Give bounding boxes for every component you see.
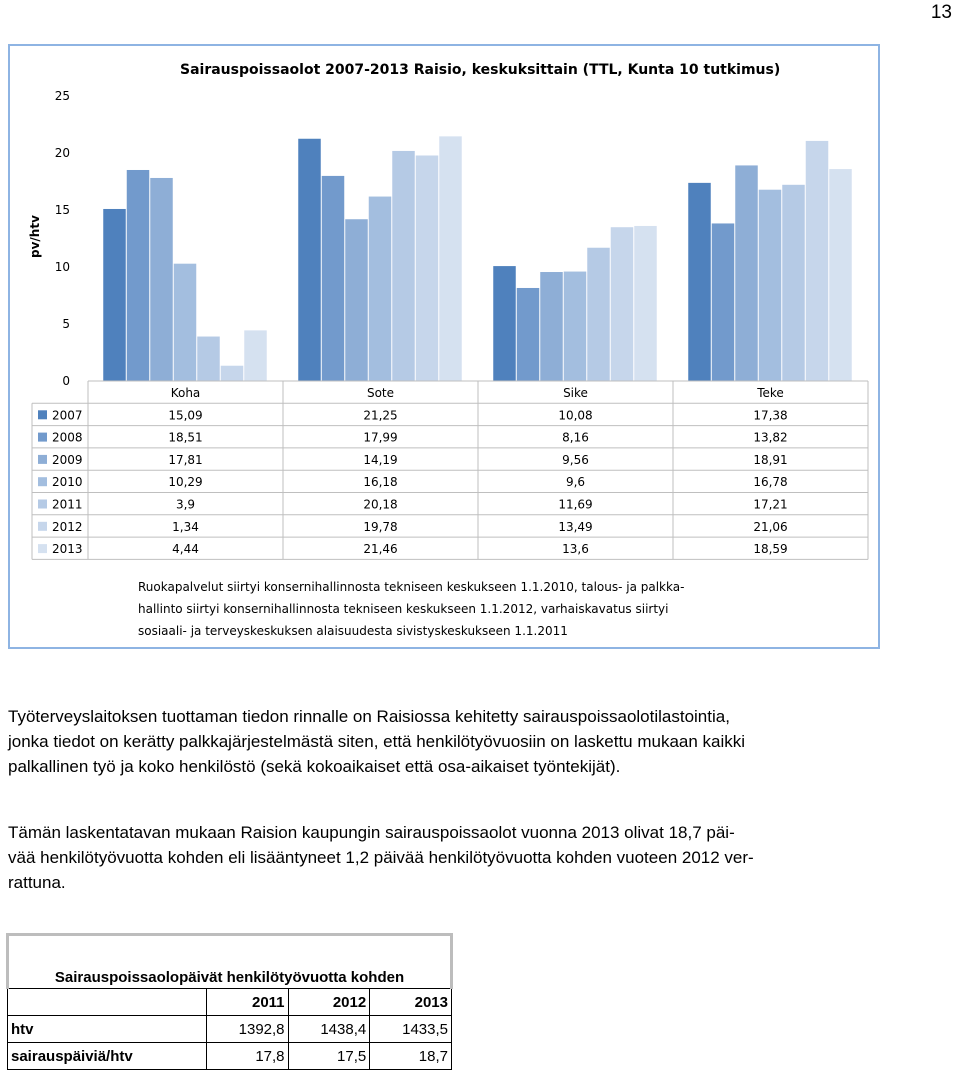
- bar: [782, 185, 805, 381]
- table-cell: 1433,5: [370, 1016, 452, 1043]
- y-tick-label: 25: [54, 89, 70, 103]
- paragraph-line: palkallinen työ ja koko henkilöstö (sekä kokoaikaiset että osa-aikaiset työntekijät).: [8, 757, 621, 776]
- data-label: 19,78: [363, 519, 398, 534]
- legend-swatch: [38, 500, 47, 509]
- data-label: 18,51: [168, 430, 203, 445]
- summary-table-title: Sairauspoissaolopäivät henkilötyövuotta kohden: [8, 935, 452, 989]
- table-header-cell: 2013: [370, 989, 452, 1016]
- data-label: 11,69: [558, 497, 593, 512]
- paragraph-line: vää henkilötyövuotta kohden eli lisääntyneet 1,2 päivää henkilötyövuotta kohden vuoteen 2012 ver-: [8, 848, 754, 867]
- data-label: 10,08: [558, 408, 593, 423]
- table-cell: 18,7: [370, 1043, 452, 1070]
- data-label: 13,49: [558, 519, 593, 534]
- legend-label: 2010: [52, 475, 83, 490]
- bar: [150, 178, 173, 381]
- bar: [493, 266, 516, 381]
- data-label: 9,56: [562, 452, 589, 467]
- y-tick-label: 15: [54, 203, 70, 217]
- data-label: 9,6: [565, 475, 586, 490]
- bar: [829, 169, 852, 381]
- y-tick-label: 20: [54, 146, 70, 160]
- bar: [439, 136, 462, 381]
- bar: [712, 223, 735, 381]
- bar: [759, 190, 782, 381]
- table-row-label: sairauspäiviä/htv: [8, 1043, 207, 1070]
- data-label: 17,81: [168, 452, 203, 467]
- bar: [174, 264, 197, 381]
- legend-swatch: [38, 410, 47, 419]
- y-axis-label: pv/htv: [28, 215, 42, 258]
- table-header-cell: 2012: [288, 989, 370, 1016]
- legend-label: 2013: [52, 542, 83, 557]
- bar: [345, 219, 368, 381]
- page-number: 13: [930, 2, 952, 23]
- bar: [369, 197, 392, 381]
- data-label: 15,09: [168, 408, 203, 423]
- data-label: 14,19: [363, 452, 398, 467]
- paragraph-intro: [8, 704, 956, 779]
- bar: [634, 226, 657, 381]
- data-label: 1,34: [172, 519, 199, 534]
- bar: [322, 176, 345, 381]
- category-label: Sike: [563, 386, 588, 400]
- legend-swatch: [38, 544, 47, 553]
- data-label: 8,16: [562, 430, 589, 445]
- y-tick-label: 10: [54, 260, 70, 274]
- data-label: 17,21: [753, 497, 788, 512]
- data-label: 13,6: [562, 542, 589, 557]
- paragraph-result: [8, 820, 956, 895]
- data-label: 16,18: [363, 475, 398, 490]
- data-label: 10,29: [168, 475, 203, 490]
- table-row: [8, 1043, 452, 1070]
- bar: [197, 337, 220, 381]
- summary-table: [6, 933, 453, 1070]
- category-label: Teke: [757, 386, 784, 400]
- legend-label: 2007: [52, 408, 83, 423]
- paragraph-line: Työterveyslaitoksen tuottaman tiedon rinnalle on Raisiossa kehitetty sairauspoissaolotilastointia,: [8, 707, 730, 726]
- data-label: 18,59: [753, 542, 788, 557]
- legend-swatch: [38, 477, 47, 486]
- bar: [392, 151, 415, 381]
- data-label: 20,18: [363, 497, 398, 512]
- chart-container: [8, 44, 880, 649]
- chart-note-line: Ruokapalvelut siirtyi konsernihallinnosta tekniseen keskukseen 1.1.2010, talous- ja palkka-: [138, 580, 685, 594]
- bar: [517, 288, 540, 381]
- bar: [735, 165, 758, 381]
- data-label: 13,82: [753, 430, 788, 445]
- chart-note-line: hallinto siirtyi konsernihallinnosta tekniseen keskukseen 1.1.2012, varhaiskavatus siirtyi: [138, 602, 669, 616]
- y-tick-label: 0: [62, 374, 70, 388]
- data-label: 17,99: [363, 430, 398, 445]
- legend-label: 2011: [52, 497, 83, 512]
- bar: [244, 330, 267, 381]
- bar: [611, 227, 634, 381]
- table-row-label: htv: [8, 1016, 207, 1043]
- table-cell: 1438,4: [288, 1016, 370, 1043]
- legend-swatch: [38, 522, 47, 531]
- bar: [806, 141, 829, 381]
- bar: [298, 139, 321, 381]
- y-tick-label: 5: [62, 317, 70, 331]
- bar: [103, 209, 126, 381]
- legend-label: 2008: [52, 430, 83, 445]
- legend-label: 2009: [52, 452, 83, 467]
- paragraph-line: jonka tiedot on kerätty palkkajärjestelmästä siten, että henkilötyövuosiin on laskettu mukaan kaikki: [8, 732, 746, 751]
- chart-title: Sairauspoissaolot 2007-2013 Raisio, keskuksittain (TTL, Kunta 10 tutkimus): [180, 62, 781, 78]
- bar: [688, 183, 711, 381]
- bar: [587, 248, 610, 381]
- legend-label: 2012: [52, 519, 83, 534]
- table-cell: 1392,8: [206, 1016, 288, 1043]
- bar: [540, 272, 563, 381]
- table-cell: 17,5: [288, 1043, 370, 1070]
- table-cell: 17,8: [206, 1043, 288, 1070]
- paragraph-line: rattuna.: [8, 873, 66, 892]
- paragraph-line: Tämän laskentatavan mukaan Raision kaupungin sairauspoissaolot vuonna 2013 olivat 18,7 päi-: [8, 823, 735, 842]
- table-header-cell: 2011: [206, 989, 288, 1016]
- data-label: 16,78: [753, 475, 788, 490]
- chart-note: [138, 576, 778, 642]
- data-label: 21,25: [363, 408, 398, 423]
- table-header-row: [8, 989, 452, 1016]
- bar: [564, 272, 587, 381]
- legend-swatch: [38, 433, 47, 442]
- data-label: 21,06: [753, 519, 788, 534]
- bar-chart: [10, 46, 878, 647]
- table-row: [8, 1016, 452, 1043]
- category-label: Sote: [366, 386, 395, 400]
- data-label: 18,91: [753, 452, 788, 467]
- data-label: 4,44: [172, 542, 199, 557]
- bar: [221, 366, 244, 381]
- bar: [416, 156, 439, 381]
- data-label: 3,9: [175, 497, 196, 512]
- data-label: 21,46: [363, 542, 398, 557]
- data-label: 17,38: [753, 408, 788, 423]
- chart-note-line: sosiaali- ja terveyskeskuksen alaisuudesta sivistyskeskukseen 1.1.2011: [138, 624, 568, 638]
- legend-swatch: [38, 455, 47, 464]
- bar: [127, 170, 150, 381]
- category-label: Koha: [170, 386, 201, 400]
- table-header-cell: [8, 989, 207, 1016]
